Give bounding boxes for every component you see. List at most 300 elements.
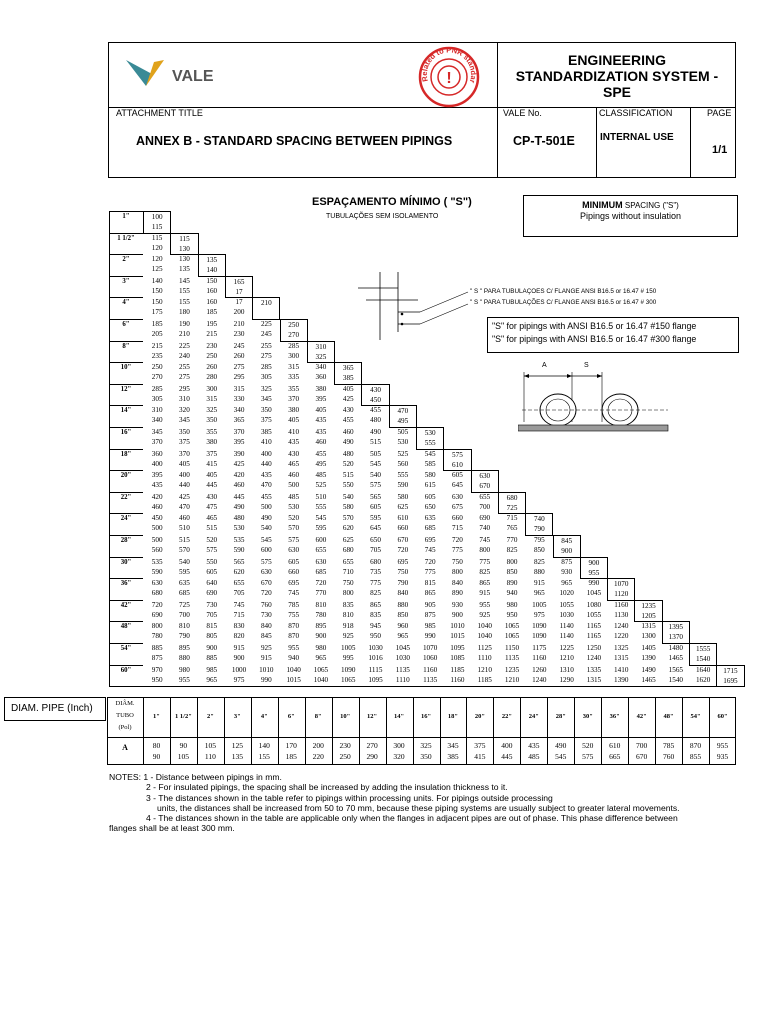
spacing-cell: 250 270 <box>280 319 308 342</box>
note-4: 4 - The distances shown in the table are applicable only when the flanges in adjacent pipes are out of phase. This phase difference between <box>146 813 678 824</box>
spacing-cell: 1140 1140 <box>559 622 574 641</box>
spacing-cell: 715 765 <box>506 514 518 533</box>
spacing-cell: 870 870 <box>288 622 300 641</box>
a-label: A <box>122 743 128 752</box>
spacing-cell: 480 530 <box>233 514 245 533</box>
spacing-cell: 225 240 <box>179 341 190 360</box>
spacing-cell: 680 735 <box>370 557 381 576</box>
note-1: NOTES: 1 - Distance between pipings in mm. <box>109 772 282 782</box>
row-label: 30" <box>120 558 132 566</box>
spacing-cell: 720 690 <box>151 600 163 619</box>
spacing-cell: 510 555 <box>315 492 327 511</box>
spacing-cell: 745 715 <box>233 600 245 619</box>
spacing-cell: 1005 975 <box>532 600 547 619</box>
spacing-cell: 720 775 <box>452 536 463 554</box>
spacing-cell: 655 710 <box>342 557 354 576</box>
spacing-cell: 1135 1110 <box>395 665 410 684</box>
spacing-cell: 375 415 <box>206 449 218 468</box>
a-value-300: 250 <box>339 752 351 761</box>
spacing-cell: 655 700 <box>479 492 491 511</box>
spacing-cell: 695 745 <box>424 536 436 554</box>
page-label: PAGE <box>707 108 732 118</box>
spacing-cell: 840 845 <box>260 622 272 641</box>
vale-no: CP-T-501E <box>513 134 575 148</box>
spacing-cell: 1165 1165 <box>586 622 601 641</box>
row-label: 54" <box>120 645 132 652</box>
spacing-cell: 250 270 <box>151 363 163 382</box>
spacing-cell: 915 900 <box>233 644 245 662</box>
tubo-label: TUBO <box>116 712 134 719</box>
spacing-cell: 460 490 <box>342 428 354 446</box>
row-label-cell <box>109 211 143 233</box>
spacing-cell: 640 690 <box>206 579 218 598</box>
spacing-cell: 960 965 <box>397 622 409 641</box>
spacing-cell: 985 990 <box>424 622 436 641</box>
size-label: 1 1/2" <box>175 713 192 720</box>
row-label: 1 1/2" <box>117 234 135 242</box>
a-value-300: 110 <box>204 752 216 761</box>
a-value-300: 105 <box>177 752 190 761</box>
spacing-cell: 160 185 <box>206 298 218 317</box>
row-label: 22" <box>120 493 132 501</box>
spacing-cell: 810 780 <box>315 600 327 619</box>
spacing-cell: 485 525 <box>315 471 327 490</box>
spacing-cell: 800 780 <box>151 622 163 641</box>
a-value-300: 545 <box>555 752 567 761</box>
a-value-300: 350 <box>420 752 432 761</box>
spacing-cell: 875 930 <box>561 557 573 576</box>
spacing-cell: 385 410 <box>260 428 272 446</box>
spacing-cell: 1005 995 <box>341 644 356 662</box>
spacing-cell: 1250 1240 <box>586 644 602 662</box>
attachment-title-label: ATTACHMENT TITLE <box>116 108 203 118</box>
a-value-150: 490 <box>555 741 567 750</box>
spacing-cell: 1010 990 <box>259 665 274 684</box>
pt-subtitle: TUBULAÇÕES SEM ISOLAMENTO <box>326 213 439 220</box>
spacing-cell: 535 590 <box>233 536 245 554</box>
a-value-300: 135 <box>231 752 243 761</box>
spacing-cell: 490 515 <box>370 428 381 446</box>
spacing-cell: 730 705 <box>206 600 218 619</box>
spacing-cell: 215 235 <box>151 341 163 360</box>
row-label: 6" <box>122 321 130 328</box>
spacing-cell: 295 310 <box>179 384 190 403</box>
a-value-300: 385 <box>447 752 459 761</box>
a-value-150: 400 <box>501 741 513 750</box>
a-value-150: 200 <box>312 741 324 750</box>
spacing-cell: 595 645 <box>370 514 381 533</box>
row-label-cell <box>109 297 143 319</box>
row-label: 12" <box>120 385 132 393</box>
spacing-cell: 370 405 <box>179 449 190 468</box>
spacing-cell: 895 880 <box>179 644 190 662</box>
spacing-cell: 355 370 <box>288 384 300 403</box>
spacing-cell: 425 470 <box>179 492 190 511</box>
spacing-cell: 815 865 <box>424 579 436 598</box>
spacing-cell: 135 140 <box>198 254 226 277</box>
spacing-cell: 1045 1030 <box>395 644 411 662</box>
spacing-cell: 130 135 <box>179 255 190 274</box>
spacing-cell: 545 585 <box>424 449 436 468</box>
a-value-300: 155 <box>258 752 270 761</box>
spacing-cell: 865 835 <box>370 600 381 619</box>
bottom-header-divider <box>107 737 736 738</box>
a-value-150: 270 <box>366 741 378 750</box>
spacing-cell: 605 660 <box>288 557 300 576</box>
spacing-cell: 630 675 <box>452 492 463 511</box>
a-value-300: 320 <box>393 752 405 761</box>
row-label-cell <box>109 254 143 276</box>
spacing-cell: 345 370 <box>151 428 163 446</box>
a-value-300: 220 <box>312 752 324 761</box>
row-label-cell <box>109 492 143 514</box>
a-value-150: 325 <box>420 741 432 750</box>
spacing-cell: 970 950 <box>151 665 163 684</box>
a-value-150: 140 <box>258 741 270 750</box>
spacing-cell: 465 515 <box>206 514 218 533</box>
spacing-cell: 255 275 <box>179 363 190 382</box>
row-label-cell <box>109 319 143 341</box>
a-value-300: 185 <box>285 752 297 761</box>
spacing-cell: 490 540 <box>260 514 272 533</box>
spacing-cell: 1040 1015 <box>286 665 301 684</box>
a-value-300: 935 <box>716 752 729 761</box>
spacing-cell: 430 475 <box>206 492 218 511</box>
spacing-cell: 1310 1290 <box>559 665 574 684</box>
spacing-cell: 300 315 <box>206 384 218 403</box>
legend-en-150: "S" for pipings with ANSI B16.5 or 16.47 #150 flange <box>492 321 697 331</box>
spacing-cell: 865 915 <box>479 579 491 598</box>
a-value-300: 90 <box>152 752 161 761</box>
note-2: 2 - For insulated pipings, the spacing shall be increased by adding the insulation thickness to it. <box>146 782 508 793</box>
a-value-300: 760 <box>662 752 675 761</box>
system-title-line-2: STANDARDIZATION SYSTEM - <box>515 68 719 84</box>
spacing-cell: 405 445 <box>206 471 218 490</box>
spacing-cell: 630 680 <box>151 579 163 598</box>
spacing-cell: 1065 1040 <box>313 665 329 684</box>
spacing-cell: 255 275 <box>260 341 272 360</box>
spacing-cell: 1090 1065 <box>341 665 356 684</box>
spacing-cell: 655 705 <box>233 579 245 598</box>
spacing-cell: 955 940 <box>288 644 300 662</box>
row-label: 24" <box>120 515 132 523</box>
spacing-cell: 210 230 <box>233 320 245 338</box>
spacing-cell: 150 175 <box>151 298 163 317</box>
classification: INTERNAL USE <box>600 132 674 143</box>
size-label: 10" <box>340 713 351 720</box>
size-label: 18" <box>447 713 459 720</box>
spacing-cell: 325 345 <box>260 384 272 403</box>
spacing-cell: 1080 1055 <box>586 600 602 619</box>
spacing-cell: 670 720 <box>260 579 272 598</box>
spacing-cell: 680 725 <box>498 492 526 515</box>
spacing-cell: 750 800 <box>342 579 354 598</box>
spacing-cell: 1225 1210 <box>559 644 574 662</box>
spacing-cell: 810 790 <box>179 622 190 641</box>
a-value-150: 375 <box>474 741 486 750</box>
spacing-cell: 785 755 <box>288 600 300 619</box>
a-value-300: 855 <box>689 752 702 761</box>
spacing-cell: 100 115 <box>143 211 171 234</box>
row-label-cell <box>109 513 143 535</box>
spacing-cell: 1490 1465 <box>641 665 656 684</box>
spacing-cell: 310 340 <box>151 406 163 425</box>
spacing-cell: 635 685 <box>179 579 190 598</box>
row-label-cell <box>109 427 143 449</box>
spacing-cell: 545 600 <box>260 536 272 554</box>
spacing-cell: 460 510 <box>179 514 190 533</box>
spacing-cell: 575 630 <box>260 557 272 576</box>
spacing-cell: 400 440 <box>260 449 272 468</box>
row-label: 14" <box>120 407 132 415</box>
spacing-cell: 630 685 <box>315 557 327 576</box>
spacing-cell: 915 965 <box>533 579 545 598</box>
notes <box>109 772 739 834</box>
size-label: 48" <box>663 713 674 720</box>
spacing-cell: 565 605 <box>370 492 381 511</box>
a-value-300: 670 <box>636 752 648 761</box>
a-value-150: 80 <box>152 741 161 750</box>
spacing-cell: 580 615 <box>424 471 436 490</box>
a-value-150: 125 <box>231 741 243 750</box>
a-value-150: 105 <box>204 741 216 750</box>
row-label-cell <box>109 449 143 471</box>
spacing-cell: 825 880 <box>533 557 545 576</box>
spacing-cell: 520 570 <box>288 514 300 533</box>
spacing-cell: 400 440 <box>179 471 190 490</box>
spacing-cell: 885 875 <box>151 644 163 662</box>
spacing-cell: 115 130 <box>170 233 198 256</box>
spacing-cell: 545 595 <box>315 514 327 533</box>
spacing-cell: 17 200 <box>233 298 245 317</box>
size-label: 14" <box>394 713 405 720</box>
spacing-cell: 900 955 <box>580 557 608 580</box>
spacing-cell: 890 940 <box>506 579 518 598</box>
spacing-cell: 1150 1135 <box>504 644 520 662</box>
a-value-150: 345 <box>447 741 459 750</box>
a-value-300: 415 <box>474 752 486 761</box>
spacing-cell: 840 890 <box>452 579 463 598</box>
row-label-cell <box>109 405 143 427</box>
spacing-cell: 1210 1185 <box>477 665 492 684</box>
dim-s-label: S <box>584 362 589 369</box>
spacing-cell: 985 965 <box>206 665 218 684</box>
spacing-cell: 150 160 <box>206 276 218 295</box>
spacing-cell: 515 570 <box>179 536 190 554</box>
spacing-cell: 965 1020 <box>559 579 574 598</box>
spacing-cell: 145 155 <box>179 276 190 295</box>
size-label: 28" <box>555 713 566 720</box>
a-value-150: 170 <box>285 741 297 750</box>
spacing-cell: 360 400 <box>151 449 163 468</box>
spacing-cell: 380 395 <box>315 384 327 403</box>
spacing-cell: 485 530 <box>288 492 300 511</box>
spacing-cell: 1480 1465 <box>668 644 684 662</box>
spacing-cell: 405 425 <box>342 384 354 403</box>
spacing-cell: 380 405 <box>288 406 300 425</box>
a-value-150: 230 <box>339 741 351 750</box>
spacing-cell: 435 460 <box>315 428 327 446</box>
spacing-cell: 1235 1210 <box>504 665 520 684</box>
spacing-cell: 745 800 <box>479 536 491 554</box>
spacing-cell: 990 1045 <box>586 579 602 598</box>
en-box-title-rest: SPACING ("S") <box>622 201 679 210</box>
spacing-cell: 800 850 <box>506 557 518 576</box>
system-title-line-3: SPE <box>602 84 631 100</box>
spacing-cell: 555 590 <box>397 471 409 490</box>
spacing-cell: 1235 1205 <box>634 600 662 623</box>
row-label: 16" <box>120 429 132 436</box>
spacing-cell: 660 715 <box>452 514 463 533</box>
note-3: 3 - The distances shown in the table refer to pipings within processing units. For pipings outside processing <box>146 792 553 803</box>
spacing-cell: 195 215 <box>206 320 218 338</box>
row-label-cell <box>109 276 143 298</box>
spacing-cell: 320 345 <box>179 406 190 425</box>
a-value-150: 610 <box>609 741 621 750</box>
row-label: 10" <box>120 364 132 372</box>
a-value-300: 485 <box>528 752 540 761</box>
row-label: 1" <box>122 213 130 220</box>
diam-pipe-label: DIAM. PIPE (Inch) <box>4 697 106 721</box>
spacing-cell: 190 210 <box>179 320 190 338</box>
size-label: 42" <box>636 713 647 720</box>
stamp-text: Related to PNR standar <box>419 46 479 85</box>
spacing-cell: 605 650 <box>424 492 436 511</box>
spacing-cell: 285 300 <box>288 341 300 360</box>
spacing-cell: 625 680 <box>342 536 354 554</box>
spacing-cell: 795 850 <box>533 536 545 554</box>
spacing-cell: 1160 1130 <box>614 600 629 619</box>
spacing-cell: 315 335 <box>288 363 300 382</box>
spacing-cell: 340 365 <box>233 406 245 425</box>
row-label: 60" <box>120 666 132 674</box>
row-label-cell <box>109 665 143 687</box>
spacing-cell: 565 620 <box>233 557 245 576</box>
a-value-300: 290 <box>366 752 378 761</box>
spacing-cell: 955 925 <box>479 600 491 619</box>
spacing-cell: 420 460 <box>151 492 163 511</box>
row-label-cell <box>109 600 143 622</box>
size-label: 6" <box>287 713 295 720</box>
row-label-cell <box>109 621 143 643</box>
spacing-cell: 1395 1370 <box>662 621 690 644</box>
row-label-cell <box>109 557 143 579</box>
spacing-cell: 770 825 <box>506 536 518 554</box>
spacing-cell: 225 245 <box>260 320 272 338</box>
spacing-cell: 505 530 <box>397 428 409 446</box>
a-value-150: 435 <box>528 741 540 750</box>
spacing-cell: 650 705 <box>370 536 381 554</box>
spacing-cell: 725 700 <box>179 600 190 619</box>
a-value-300: 665 <box>609 752 621 761</box>
spacing-cell: 480 520 <box>342 449 354 468</box>
spacing-cell: 570 620 <box>342 514 354 533</box>
a-value-150: 785 <box>662 741 675 750</box>
spacing-cell: 325 350 <box>206 406 218 425</box>
table-bottom-border <box>109 686 745 687</box>
spacing-cell: 1055 1030 <box>559 600 574 619</box>
legend-pt-150: " S " PARA TUBULAÇOES C/ FLANGE ANSI B16.5 or 16.47 # 150 <box>470 288 657 295</box>
spacing-cell: 1715 1695 <box>716 665 744 688</box>
spacing-cell: 1315 1300 <box>641 622 656 641</box>
spacing-cell: 1095 1085 <box>450 644 465 662</box>
size-label: 1" <box>153 713 160 720</box>
spacing-cell: 670 720 <box>397 536 409 554</box>
row-label: 42" <box>120 601 132 609</box>
spacing-cell: 900 885 <box>206 644 218 662</box>
a-value-150: 520 <box>582 741 594 750</box>
spacing-cell: 505 545 <box>370 449 381 468</box>
spacing-cell: 520 575 <box>206 536 218 554</box>
note-4-cont: flanges shall be at least 300 mm. <box>109 823 235 834</box>
spacing-cell: 635 685 <box>424 514 436 533</box>
spacing-cell: 365 385 <box>334 362 362 385</box>
spacing-cell: 980 950 <box>506 600 518 619</box>
classification-label: CLASSIFICATION <box>599 108 673 118</box>
spacing-cell: 535 590 <box>151 557 163 576</box>
row-label-cell <box>109 470 143 492</box>
spacing-cell: 1010 1015 <box>450 622 465 641</box>
row-label-cell <box>109 535 143 557</box>
spacing-cell: 580 625 <box>397 492 409 511</box>
row-label-cell <box>109 384 143 406</box>
spacing-cell: 165 17 <box>225 276 253 299</box>
dim-a-label: A <box>542 362 547 369</box>
spacing-cell: 930 900 <box>452 600 463 619</box>
spacing-cell: 390 425 <box>233 449 245 468</box>
spacing-cell: 830 820 <box>233 622 245 641</box>
spacing-cell: 420 460 <box>233 471 245 490</box>
spacing-cell: 1125 1110 <box>477 644 492 662</box>
vale-no-label: VALE No. <box>503 108 542 118</box>
row-label: 36" <box>120 580 132 588</box>
spacing-cell: 918 925 <box>342 622 354 641</box>
spacing-cell: 450 500 <box>151 514 163 533</box>
spacing-cell: 455 495 <box>315 449 327 468</box>
pol-label: (Pol) <box>118 724 132 731</box>
spacing-cell: 245 260 <box>233 341 245 360</box>
a-value-300: 575 <box>582 752 594 761</box>
size-label: 30" <box>582 713 593 720</box>
spacing-cell: 445 490 <box>233 492 245 511</box>
spacing-cell: 1090 1090 <box>532 622 547 641</box>
size-label: 16" <box>420 713 432 720</box>
spacing-cell: 740 790 <box>525 513 553 536</box>
spacing-cell: 515 550 <box>342 471 354 490</box>
row-label: 20" <box>120 472 132 480</box>
spacing-cell: 1175 1160 <box>532 644 547 662</box>
row-label: 28" <box>120 537 132 544</box>
size-label: 2" <box>206 713 214 720</box>
row-label-cell <box>109 362 143 384</box>
a-value-150: 700 <box>636 741 648 750</box>
row-label-cell <box>109 578 143 600</box>
size-label: 54" <box>690 713 701 720</box>
spacing-cell: 185 205 <box>151 320 163 338</box>
spacing-cell: 880 850 <box>397 600 409 619</box>
spacing-cell: 1185 1160 <box>450 665 465 684</box>
spacing-cell: 695 745 <box>288 579 300 598</box>
spacing-cell: 1555 1540 <box>689 643 717 666</box>
en-box-title-bold: MINIMUM <box>582 200 623 210</box>
spacing-cell: 605 645 <box>452 471 463 490</box>
row-label: 8" <box>122 342 130 350</box>
spacing-cell: 455 480 <box>370 406 381 425</box>
spacing-cell: 540 595 <box>179 557 190 576</box>
row-label-cell <box>109 233 143 255</box>
spacing-cell: 1115 1095 <box>368 665 383 684</box>
spacing-cell: 500 560 <box>151 536 163 554</box>
